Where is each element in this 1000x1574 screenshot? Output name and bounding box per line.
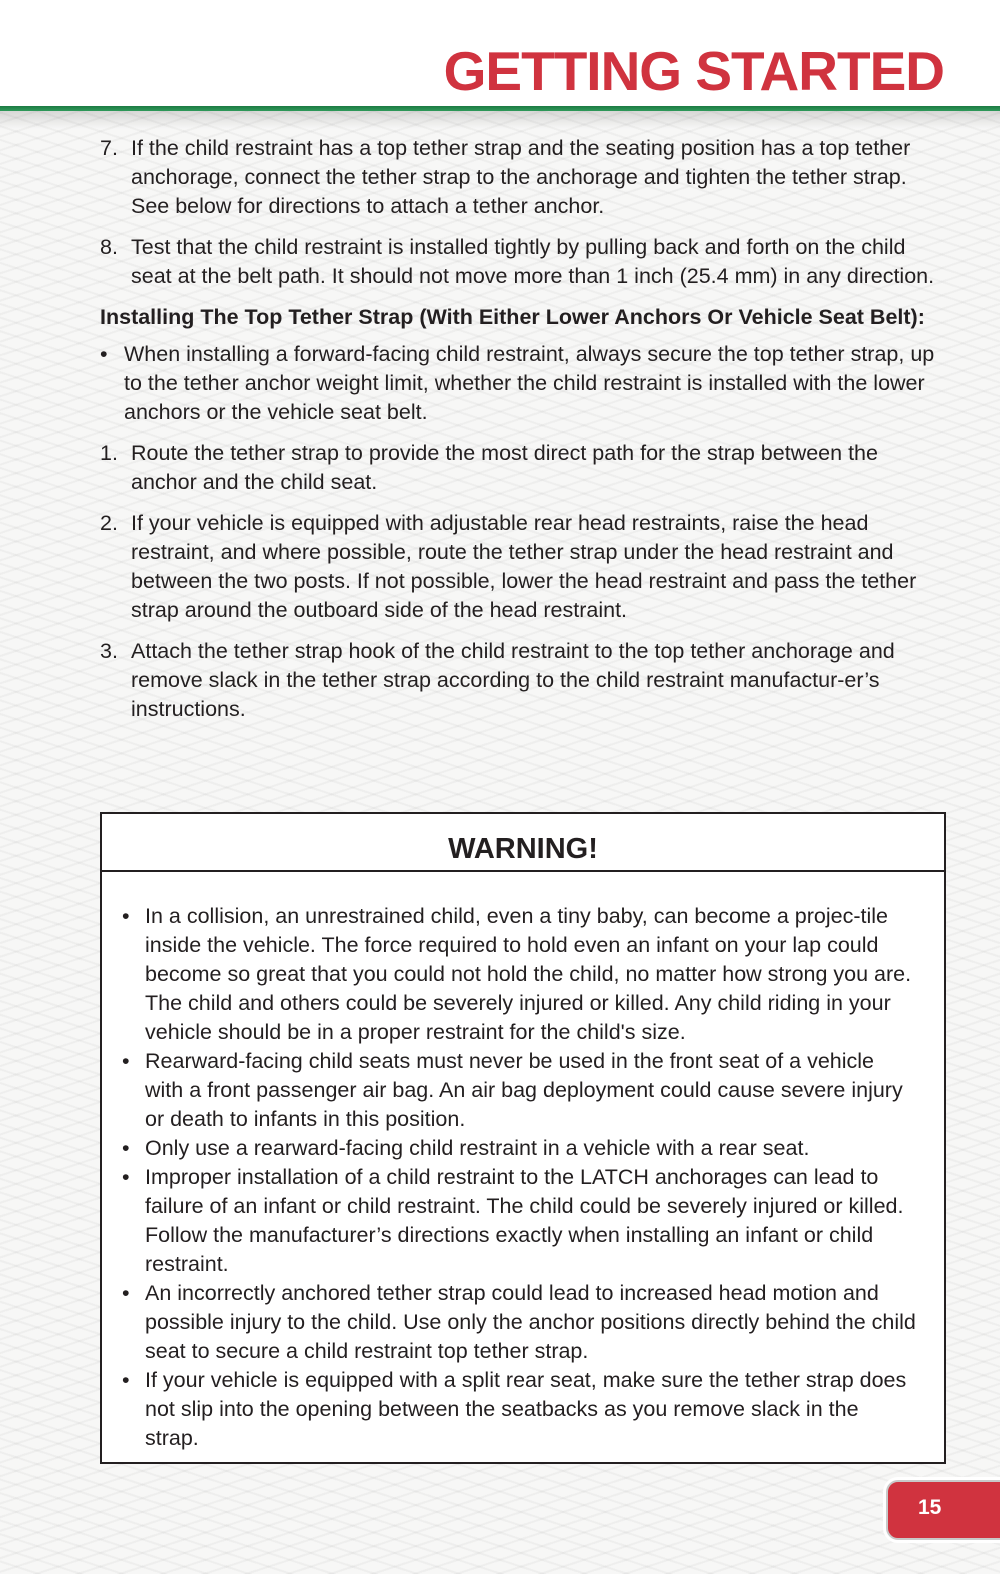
warning-text: Improper installation of a child restraint to the LATCH anchorages can lead to failure of an infant or child restraint. The child could be severely injured or killed. Follow the manufacturer’s directions exactly when installing an infant or child restraint. <box>145 1165 904 1276</box>
list-item <box>100 439 946 497</box>
step-number: 8. <box>100 235 118 259</box>
page-title: GETTING STARTED <box>443 40 944 102</box>
step-number: 1. <box>100 441 118 465</box>
page-number-tab <box>886 1480 1000 1540</box>
warning-item <box>122 902 916 1047</box>
warning-item <box>122 1134 916 1163</box>
warning-item <box>122 1279 916 1366</box>
warning-item <box>122 1366 916 1453</box>
step-text: If your vehicle is equipped with adjustable rear head restraints, raise the head restraint, and where possible, route the tether strap under the head restraint and between the two posts. If not possible, lower the head restraint and pass the tether strap around the outboard side of the head restraint. <box>131 511 917 622</box>
warning-list <box>102 872 944 1453</box>
page-header <box>0 0 1000 110</box>
bullet-icon: • <box>122 1136 130 1160</box>
list-item <box>100 509 946 625</box>
step-text: Test that the child restraint is installed tightly by pulling back and forth on the child seat at the belt path. It should not move more than 1 inch (25.4 mm) in any direction. <box>131 235 935 288</box>
bullet-icon: • <box>122 1368 130 1392</box>
bullet-icon: • <box>122 1049 130 1073</box>
warning-text: If your vehicle is equipped with a split rear seat, make sure the tether strap does not slip into the opening between the seatbacks as you remove slack in the strap. <box>145 1368 907 1450</box>
step-text: Attach the tether strap hook of the child restraint to the top tether anchorage and remove slack in the tether strap according to the child restraint manufactur-er’s instructions. <box>131 639 895 721</box>
warning-text: Rearward-facing child seats must never be used in the front seat of a vehicle with a front passenger air bag. An air bag deployment could cause severe injury or death to infants in this position. <box>145 1049 903 1131</box>
list-item <box>100 233 946 291</box>
warning-box <box>100 812 946 1464</box>
bullet-icon: • <box>100 342 108 366</box>
step-text: If the child restraint has a top tether strap and the seating position has a top tether anchorage, connect the tether strap to the anchorage and tighten the tether strap. See below for directions to attach a tether anchor. <box>131 136 911 218</box>
bullet-icon: • <box>122 1165 130 1189</box>
bullet-item <box>100 340 946 427</box>
warning-item <box>122 1047 916 1134</box>
page-number: 15 <box>918 1496 942 1519</box>
step-text: Route the tether strap to provide the most direct path for the strap between the anchor and the child seat. <box>131 441 878 494</box>
warning-text: In a collision, an unrestrained child, even a tiny baby, can become a projec-tile inside the vehicle. The force required to hold even an infant on your lap could become so great that you could not hold the child, no matter how strong you are. The child and others could be severely injured or killed. Any child riding in your vehicle should be in a proper restraint for the child's size. <box>145 904 912 1044</box>
warning-title: WARNING! <box>102 814 944 872</box>
section-heading: Installing The Top Tether Strap (With Either Lower Anchors Or Vehicle Seat Belt): <box>100 305 925 329</box>
step-number: 2. <box>100 511 118 535</box>
warning-text: An incorrectly anchored tether strap could lead to increased head motion and possible injury to the child. Use only the anchor positions directly behind the child seat to secure a child restraint top tether strap. <box>145 1281 916 1363</box>
header-shadow <box>0 111 1000 129</box>
warning-item <box>122 1163 916 1279</box>
bullet-icon: • <box>122 904 130 928</box>
bullet-icon: • <box>122 1281 130 1305</box>
step-number: 7. <box>100 136 118 160</box>
bullet-text: When installing a forward-facing child restraint, always secure the top tether strap, up to the tether anchor weight limit, whether the child restraint is installed with the lower anchors or the vehicle seat belt. <box>124 342 935 424</box>
list-item <box>100 637 946 724</box>
warning-text: Only use a rearward-facing child restraint in a vehicle with a rear seat. <box>145 1136 810 1160</box>
list-item <box>100 134 946 221</box>
main-content <box>100 134 946 736</box>
step-number: 3. <box>100 639 118 663</box>
